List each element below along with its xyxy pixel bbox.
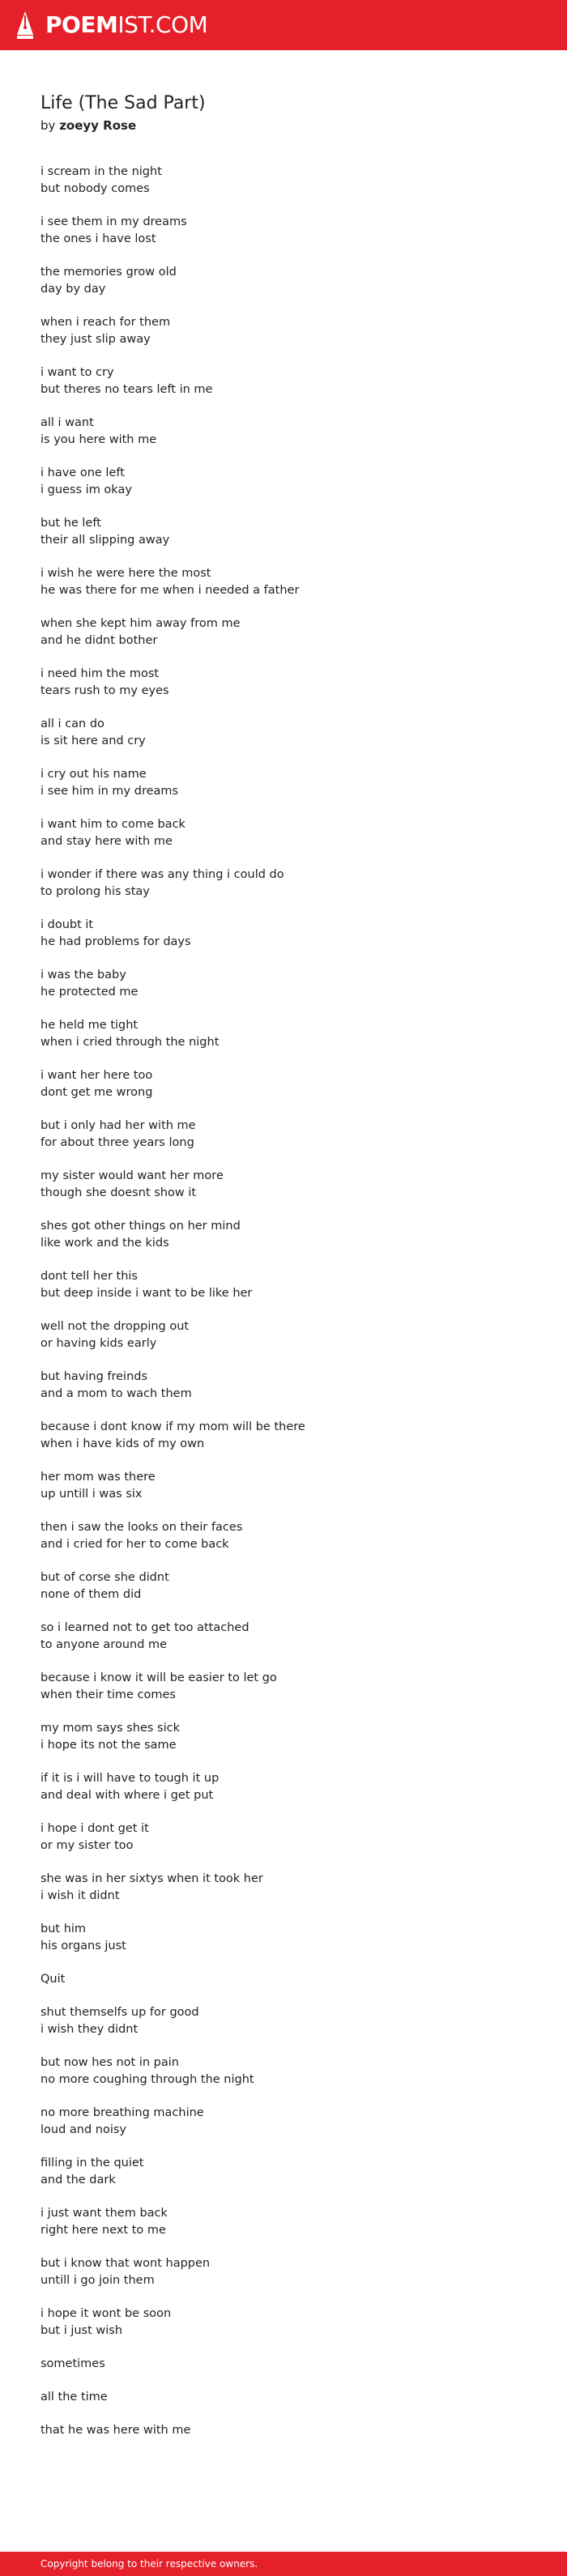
poem-line: i have one left — [40, 466, 125, 479]
stanza — [40, 1720, 526, 1754]
poem-content — [40, 91, 526, 2455]
poem-body — [40, 164, 526, 2439]
poem-line: because i dont know if my mom will be there — [40, 1420, 305, 1433]
poem-line: when i have kids of my own — [40, 1437, 205, 1450]
stanza — [40, 2004, 526, 2038]
poem-line: dont get me wrong — [40, 1086, 153, 1099]
stanza — [40, 1871, 526, 1905]
poem-line: no more breathing machine — [40, 2106, 204, 2119]
stanza — [40, 2422, 526, 2439]
stanza — [40, 766, 526, 800]
poem-line: but nobody comes — [40, 182, 150, 195]
poem-line: and a mom to wach them — [40, 1387, 192, 1400]
stanza — [40, 917, 526, 951]
stanza — [40, 666, 526, 700]
poem-line: or having kids early — [40, 1337, 157, 1350]
logo-strong: POEM — [45, 11, 118, 38]
stanza — [40, 2306, 526, 2340]
stanza — [40, 1318, 526, 1352]
poem-line: i just want them back — [40, 2207, 168, 2220]
poem-line: then i saw the looks on their faces — [40, 1521, 243, 1534]
by-label: by — [40, 118, 56, 133]
poem-line: but i just wish — [40, 2324, 123, 2337]
poem-line: but now hes not in pain — [40, 2056, 179, 2069]
poem-line: but theres no tears left in me — [40, 383, 213, 396]
poem-line: though she doesnt show it — [40, 1186, 197, 1199]
poem-line: filling in the quiet — [40, 2157, 144, 2169]
poem-line: i want her here too — [40, 1069, 153, 1082]
poem-line: all i want — [40, 416, 94, 429]
poem-line: and stay here with me — [40, 835, 173, 848]
poem-line: he protected me — [40, 986, 139, 998]
stanza — [40, 1620, 526, 1654]
poem-line: tears rush to my eyes — [40, 684, 169, 697]
stanza — [40, 1218, 526, 1252]
poem-line: i want him to come back — [40, 818, 185, 831]
poem-line: if it is i will have to tough it up — [40, 1772, 220, 1785]
footer — [0, 2552, 567, 2576]
poem-line: i wish he were here the most — [40, 567, 211, 580]
poem-line: i hope it wont be soon — [40, 2307, 172, 2320]
poem-line: well not the dropping out — [40, 1320, 190, 1333]
poem-line: her mom was there — [40, 1471, 156, 1484]
stanza — [40, 314, 526, 348]
stanza — [40, 2054, 526, 2088]
stanza — [40, 1971, 526, 1988]
stanza — [40, 164, 526, 198]
stanza — [40, 1067, 526, 1101]
poem-line: when she kept him away from me — [40, 617, 241, 630]
stanza — [40, 2255, 526, 2289]
poem-line: because i know it will be easier to let go — [40, 1671, 277, 1684]
poem-line: but i know that wont happen — [40, 2257, 211, 2270]
poem-line: up untill i was six — [40, 1488, 143, 1501]
poem-line: sometimes — [40, 2357, 105, 2370]
poem-line: my mom says shes sick — [40, 1722, 181, 1735]
poem-line: i cry out his name — [40, 768, 147, 781]
poem-line: and i cried for her to come back — [40, 1538, 229, 1551]
poem-line: i see him in my dreams — [40, 785, 179, 798]
stanza — [40, 615, 526, 649]
poem-line: but he left — [40, 517, 101, 530]
poem-line: Quit — [40, 1973, 66, 1986]
stanza — [40, 515, 526, 549]
stanza — [40, 2205, 526, 2239]
poem-line: they just slip away — [40, 333, 151, 346]
poem-line: i hope its not the same — [40, 1739, 177, 1752]
poem-line: and he didnt bother — [40, 634, 158, 647]
poem-line: i need him the most — [40, 667, 160, 680]
poem-line: so i learned not to get too attached — [40, 1621, 249, 1634]
stanza — [40, 2155, 526, 2189]
byline — [40, 117, 526, 134]
stanza — [40, 1419, 526, 1453]
stanza — [40, 2105, 526, 2139]
stanza — [40, 1921, 526, 1955]
poem-line: all the time — [40, 2391, 108, 2404]
stanza — [40, 1168, 526, 1202]
poem-line: or my sister too — [40, 1839, 134, 1852]
poem-line: when i cried through the night — [40, 1036, 220, 1049]
top-bar — [0, 0, 567, 50]
poem-line: but i only had her with me — [40, 1119, 196, 1132]
poem-line: she was in her sixtys when it took her — [40, 1872, 263, 1885]
poem-line: loud and noisy — [40, 2123, 127, 2136]
poem-line: is you here with me — [40, 433, 157, 446]
poem-line: but having freinds — [40, 1370, 148, 1383]
poem-line: none of them did — [40, 1588, 142, 1601]
stanza — [40, 1670, 526, 1704]
poem-line: shut themselfs up for good — [40, 2006, 199, 2019]
poem-line: i see them in my dreams — [40, 215, 187, 228]
poem-line: dont tell her this — [40, 1270, 138, 1283]
stanza — [40, 716, 526, 750]
stanza — [40, 1569, 526, 1603]
pen-nib-icon — [16, 11, 34, 40]
poem-line: i want to cry — [40, 366, 114, 379]
poem-line: my sister would want her more — [40, 1169, 224, 1182]
stanza — [40, 967, 526, 1001]
poem-line: he had problems for days — [40, 935, 191, 948]
stanza — [40, 1770, 526, 1804]
poem-line: i guess im okay — [40, 483, 132, 496]
copyright-text: Copyright belong to their respective owners. — [40, 2558, 258, 2570]
poem-line: is sit here and cry — [40, 734, 146, 747]
poem-line: untill i go join them — [40, 2274, 155, 2287]
poem-line: i scream in the night — [40, 165, 162, 178]
stanza — [40, 2389, 526, 2406]
stanza — [40, 364, 526, 398]
poem-line: i wonder if there was any thing i could do — [40, 868, 284, 881]
stanza — [40, 264, 526, 298]
stanza — [40, 2356, 526, 2373]
poem-line: the ones i have lost — [40, 232, 156, 245]
poem-line: i doubt it — [40, 918, 94, 931]
poem-line: his organs just — [40, 1939, 126, 1952]
poem-line: that he was here with me — [40, 2424, 191, 2437]
poem-line: but of corse she didnt — [40, 1571, 169, 1584]
poem-line: to anyone around me — [40, 1638, 168, 1651]
poem-line: all i can do — [40, 717, 104, 730]
poem-line: but deep inside i want to be like her — [40, 1287, 253, 1300]
stanza — [40, 415, 526, 449]
poem-line: and deal with where i get put — [40, 1789, 214, 1802]
stanza — [40, 1519, 526, 1553]
stanza — [40, 1369, 526, 1403]
poem-line: i was the baby — [40, 969, 126, 981]
stanza — [40, 866, 526, 901]
stanza — [40, 214, 526, 248]
poem-line: to prolong his stay — [40, 885, 150, 898]
stanza — [40, 1820, 526, 1854]
stanza — [40, 565, 526, 599]
poem-line: he held me tight — [40, 1019, 139, 1032]
poem-line: he was there for me when i needed a father — [40, 584, 300, 597]
poem-line: i wish it didnt — [40, 1889, 120, 1902]
poem-line: shes got other things on her mind — [40, 1220, 241, 1233]
poem-line: and the dark — [40, 2174, 116, 2186]
site-logo[interactable] — [16, 10, 207, 40]
poem-line: but him — [40, 1922, 87, 1935]
stanza — [40, 816, 526, 850]
poem-line: the memories grow old — [40, 266, 177, 279]
poem-line: day by day — [40, 283, 106, 296]
stanza — [40, 465, 526, 499]
poem-line: for about three years long — [40, 1136, 194, 1149]
poem-line: i wish they didnt — [40, 2023, 139, 2036]
stanza — [40, 1268, 526, 1302]
poem-line: when their time comes — [40, 1688, 176, 1701]
stanza — [40, 1118, 526, 1152]
poem-line: right here next to me — [40, 2224, 166, 2237]
poem-title: Life (The Sad Part) — [40, 93, 206, 113]
stanza — [40, 1469, 526, 1503]
poem-line: their all slipping away — [40, 534, 170, 547]
poem-line: like work and the kids — [40, 1237, 169, 1250]
poem-line: when i reach for them — [40, 316, 171, 329]
logo-text — [45, 11, 208, 38]
poem-line: i hope i dont get it — [40, 1822, 149, 1835]
logo-light: IST.COM — [117, 11, 208, 38]
stanza — [40, 1017, 526, 1051]
poem-line: no more coughing through the night — [40, 2073, 254, 2086]
author-link[interactable]: zoeyy Rose — [59, 118, 137, 133]
